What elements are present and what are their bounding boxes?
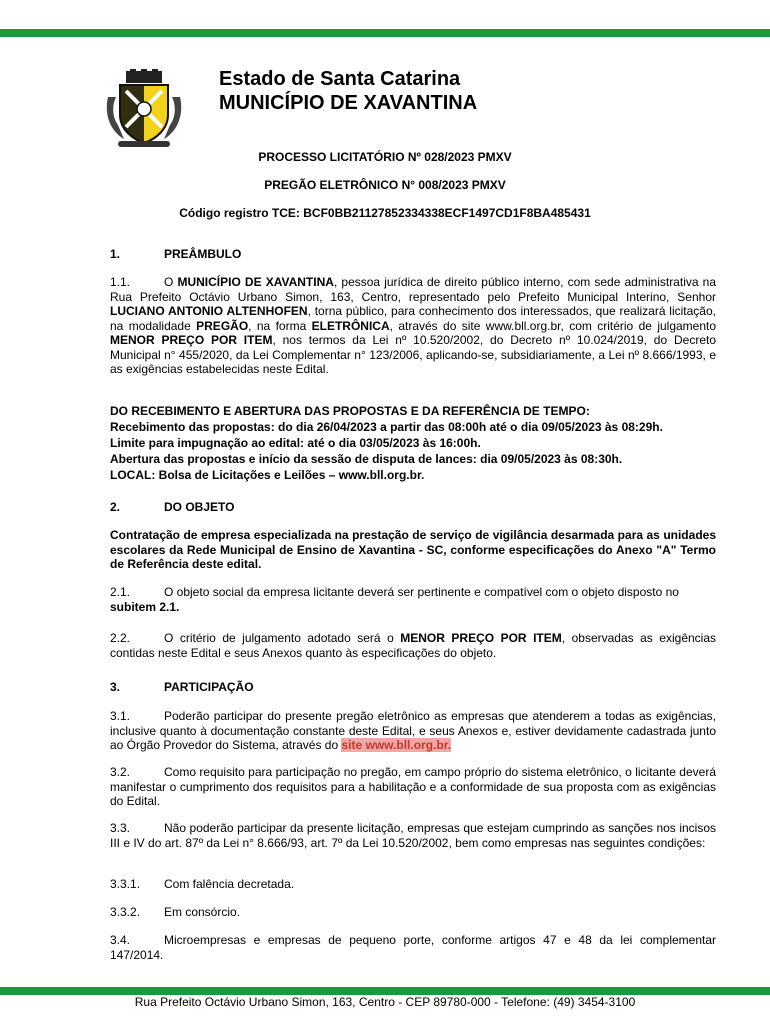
text-bold: PREGÃO: [196, 318, 249, 333]
text: , pessoa jurídica de direito público interno, com sede administrativa na Rua Prefeito Octávio Urbano Simon, 163, Centro, representado pelo Prefeito Municipal Interino, Senhor: [110, 275, 717, 304]
text: , na forma: [248, 318, 312, 333]
section-number: 2.: [110, 500, 121, 514]
paragraph-2-2: [110, 631, 716, 660]
paragraph-number: 2.1.: [110, 585, 131, 599]
section-number: 3.: [110, 680, 121, 694]
state-name: Estado de Santa Catarina: [219, 68, 461, 90]
section-title: PARTICIPAÇÃO: [164, 680, 254, 694]
paragraph-3-3-2: [110, 905, 716, 920]
text: Não poderão participar da presente licitação, empresas que estejam cumprindo as sanções nos incisos III e IV do art. 87º da Lei n° 8.666/93, art. 7º da Lei 10.520/2002, bem como empresas nas seguintes condições:: [110, 821, 716, 850]
text: O: [164, 275, 178, 289]
process-number: PROCESSO LICITATÓRIO Nº 028/2023 PMXV: [258, 150, 512, 164]
section-1-heading: [110, 247, 241, 261]
top-green-bar: [0, 29, 770, 37]
text: Com falência decretada.: [164, 877, 295, 891]
object-description: Contratação de empresa especializada na prestação de serviço de vigilância desarmada para as unidades escolares da Rede Municipal de Ensino de Xavantina - SC, conforme especificações do Anexo "A" Termo de Referência deste edital.: [110, 528, 716, 571]
document-header: [219, 67, 477, 115]
text-bold: subitem 2.1.: [110, 599, 180, 614]
paragraph-number: 3.3.1.: [110, 877, 141, 891]
receipt-line: LOCAL: Bolsa de Licitações e Leilões – www.bll.org.br.: [110, 468, 425, 482]
bottom-green-bar: [0, 987, 770, 995]
section-number: 1.: [110, 247, 121, 261]
paragraph-number: 3.4.: [110, 933, 131, 947]
receipt-line: Abertura das propostas e início da sessão de disputa de lances: dia 09/05/2023 às 08:30h.: [110, 452, 623, 466]
text-bold: ELETRÔNICA: [311, 318, 390, 333]
section-2-heading: [110, 500, 234, 514]
section-title: DO OBJETO: [164, 500, 235, 514]
section-title: PREÂMBULO: [164, 247, 242, 261]
text: O objeto social da empresa licitante deverá ser pertinente e compatível com o objeto disposto no: [164, 585, 679, 599]
paragraph-3-3-1: [110, 877, 716, 892]
receipt-title: DO RECEBIMENTO E ABERTURA DAS PROPOSTAS E DA REFERÊNCIA DE TEMPO:: [110, 404, 590, 418]
paragraph-number: 3.2.: [110, 765, 131, 779]
section-3-heading: [110, 680, 254, 694]
paragraph-number: 3.1.: [110, 709, 131, 723]
paragraph-3-3: [110, 821, 716, 850]
municipality-name: MUNICÍPIO DE XAVANTINA: [219, 92, 478, 114]
paragraph-3-1: [110, 709, 716, 753]
paragraph-number: 3.3.2.: [110, 905, 141, 919]
paragraph-number: 2.2.: [110, 631, 131, 645]
tce-code: Código registro TCE: BCF0BB21127852334338ECF1497CD1F8BA485431: [179, 206, 591, 220]
text-bold: MENOR PREÇO POR ITEM: [110, 333, 273, 347]
text: , através do site www.bll.org.br, com critério de julgamento: [389, 318, 717, 333]
paragraph-2-1: [110, 585, 716, 614]
paragraph-number: 1.1.: [110, 275, 131, 289]
text: , nos termos da Lei nº 10.520/2002, do Decreto nº 10.024/2019, do Decreto Municipal n° 455/2020, da Lei Complementar n° 123/2006, aplicando-se, subsidiariamente, a Lei nº 8.666/1993, e as exigências estabelecidas neste Edital.: [110, 333, 716, 376]
site-link[interactable]: site www.bll.org.br.: [341, 738, 452, 752]
text: Em consórcio.: [164, 905, 241, 919]
receipt-block: [110, 403, 716, 483]
paragraph-1-1: [110, 275, 716, 377]
text: Microempresas e empresas de pequeno porte, conforme artigos 47 e 48 da lei complementar 147/2014.: [110, 933, 716, 962]
text-bold: MENOR PREÇO POR ITEM: [400, 631, 562, 645]
paragraph-3-2: [110, 765, 716, 809]
text: Como requisito para participação no pregão, em campo próprio do sistema eletrônico, o licitante deverá manifestar o cumprimento dos requisitos para a habilitação e a conformidade de sua proposta com as exigências do Edital.: [110, 765, 716, 808]
text-bold: MUNICÍPIO DE XAVANTINA: [177, 275, 334, 289]
text: Poderão participar do presente pregão eletrônico as empresas que atenderem a todas as exigências, inclusive quanto à documentação constante deste Edital, e seus Anexos e, estiver devidamente cadastrada junto ao Órgão Provedor do Sistema, através do: [110, 709, 716, 752]
text-bold: LUCIANO ANTONIO ALTENHOFEN: [110, 304, 308, 318]
pregao-number: PREGÃO ELETRÔNICO N° 008/2023 PMXV: [264, 178, 506, 192]
municipal-coat-of-arms-icon: [104, 69, 184, 149]
paragraph-number: 3.3.: [110, 821, 131, 835]
text: O critério de julgamento adotado será o: [164, 631, 401, 645]
receipt-line: Limite para impugnação ao edital: até o dia 03/05/2023 às 16:00h.: [110, 436, 481, 450]
footer-address: Rua Prefeito Octávio Urbano Simon, 163, Centro - CEP 89780-000 - Telefone: (49) 3454-3100: [134, 995, 636, 1009]
paragraph-3-4: [110, 933, 716, 962]
receipt-line: Recebimento das propostas: do dia 26/04/2023 a partir das 08:00h até o dia 09/05/2023 às 08:29h.: [110, 420, 663, 434]
text: , observadas as exigências contidas neste Edital e seus Anexos quanto às especificações do objeto.: [110, 631, 717, 660]
text: , torna público, para conhecimento dos interessados, que realizará licitação, na modalidade: [110, 304, 716, 333]
